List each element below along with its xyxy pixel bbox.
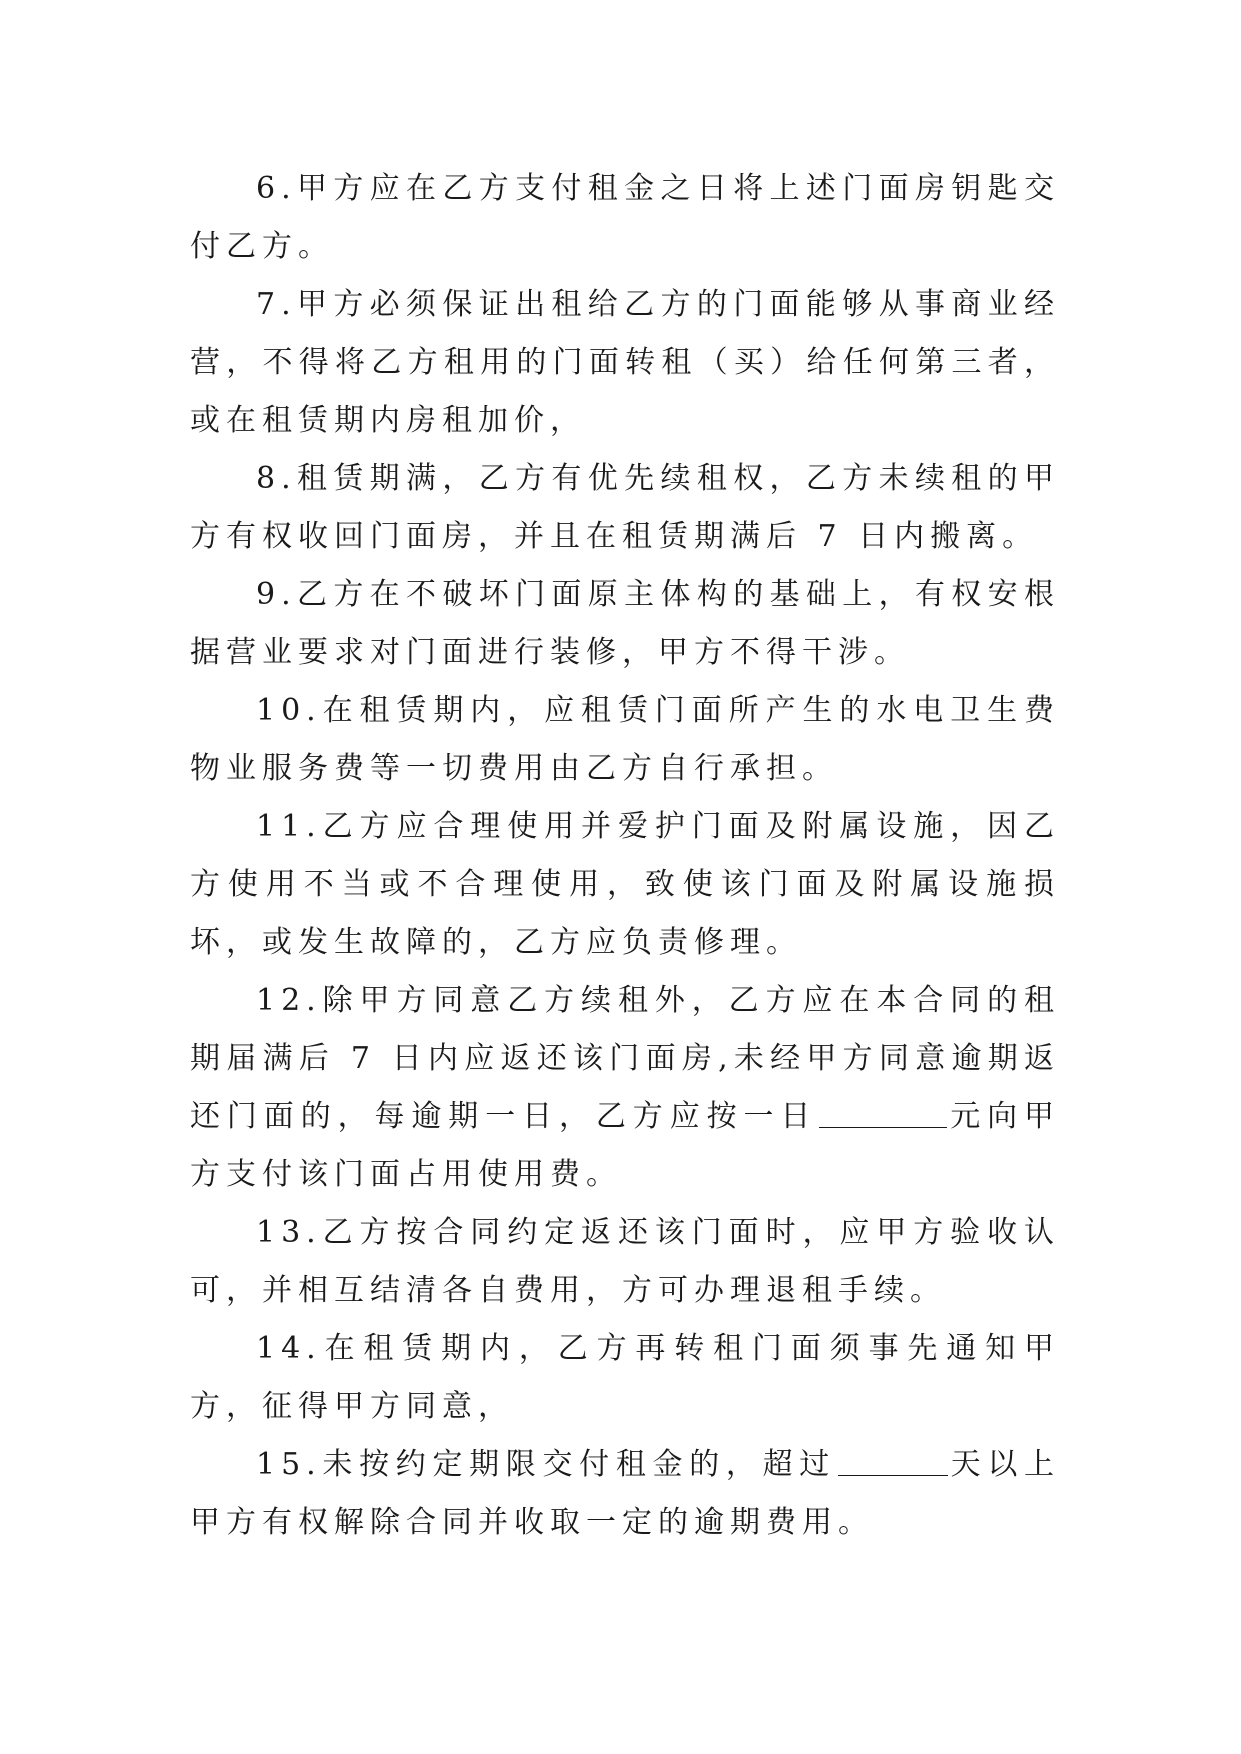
clause-number: 10.: [256, 693, 322, 728]
clause-number: 14.: [256, 1331, 322, 1366]
clause-8: [190, 450, 1060, 566]
clause-text: 在租赁期内，乙方再转租门面须事先通知甲方，征得甲方同意，: [190, 1331, 1060, 1424]
clause-number: 13.: [256, 1215, 322, 1250]
clause-number: 11.: [256, 809, 322, 844]
clause-number: 8.: [256, 461, 297, 496]
contract-body: [190, 160, 1060, 1552]
clause-text: 元向甲方支付该门面占用使用费。: [190, 1099, 1061, 1192]
clause-9: [190, 566, 1060, 682]
clause-12: [190, 972, 1060, 1204]
clause-text: 租赁期满，乙方有优先续租权，乙方未续租的甲方有权收回门面房，并且在租赁期满后 7 日内搬离。: [190, 461, 1060, 554]
clause-text: 乙方应合理使用并爱护门面及附属设施，因乙方使用不当或不合理使用，致使该门面及附属设施损坏，或发生故障的，乙方应负责修理。: [190, 809, 1060, 960]
fee-amount-blank: [819, 1099, 947, 1128]
clause-text: 乙方在不破坏门面原主体构的基础上，有权安根据营业要求对门面进行装修，甲方不得干涉。: [190, 577, 1060, 670]
clause-text: 在租赁期内，应租赁门面所产生的水电卫生费物业服务费等一切费用由乙方自行承担。: [190, 693, 1060, 786]
clause-13: [190, 1204, 1060, 1320]
clause-text: 天以上甲方有权解除合同并收取一定的逾期费用。: [190, 1447, 1061, 1540]
clause-14: [190, 1320, 1060, 1436]
clause-7: [190, 276, 1060, 450]
clause-number: 9.: [256, 577, 297, 612]
clause-text: 乙方按合同约定返还该门面时，应甲方验收认可，并相互结清各自费用，方可办理退租手续。: [190, 1215, 1060, 1308]
clause-6: [190, 160, 1060, 276]
clause-text: 甲方必须保证出租给乙方的门面能够从事商业经营，不得将乙方租用的门面转租（买）给任何第三者，或在租赁期内房租加价，: [190, 287, 1060, 438]
clause-number: 12.: [256, 983, 322, 1018]
clause-number: 15.: [256, 1447, 322, 1482]
clause-number: 6.: [256, 171, 297, 206]
clause-11: [190, 798, 1060, 972]
clause-text: 甲方应在乙方支付租金之日将上述门面房钥匙交付乙方。: [190, 171, 1060, 264]
clause-text: 除甲方同意乙方续租外，乙方应在本合同的租期届满后 7 日内应返还该门面房,未经甲方同意逾期返还门面的，每逾期一日，乙方应按一日: [190, 983, 1060, 1134]
clause-15: [190, 1436, 1060, 1552]
clause-number: 7.: [256, 287, 297, 322]
clause-text: 未按约定期限交付租金的，超过: [321, 1447, 836, 1482]
clause-10: [190, 682, 1060, 798]
overdue-days-blank: [838, 1447, 948, 1476]
